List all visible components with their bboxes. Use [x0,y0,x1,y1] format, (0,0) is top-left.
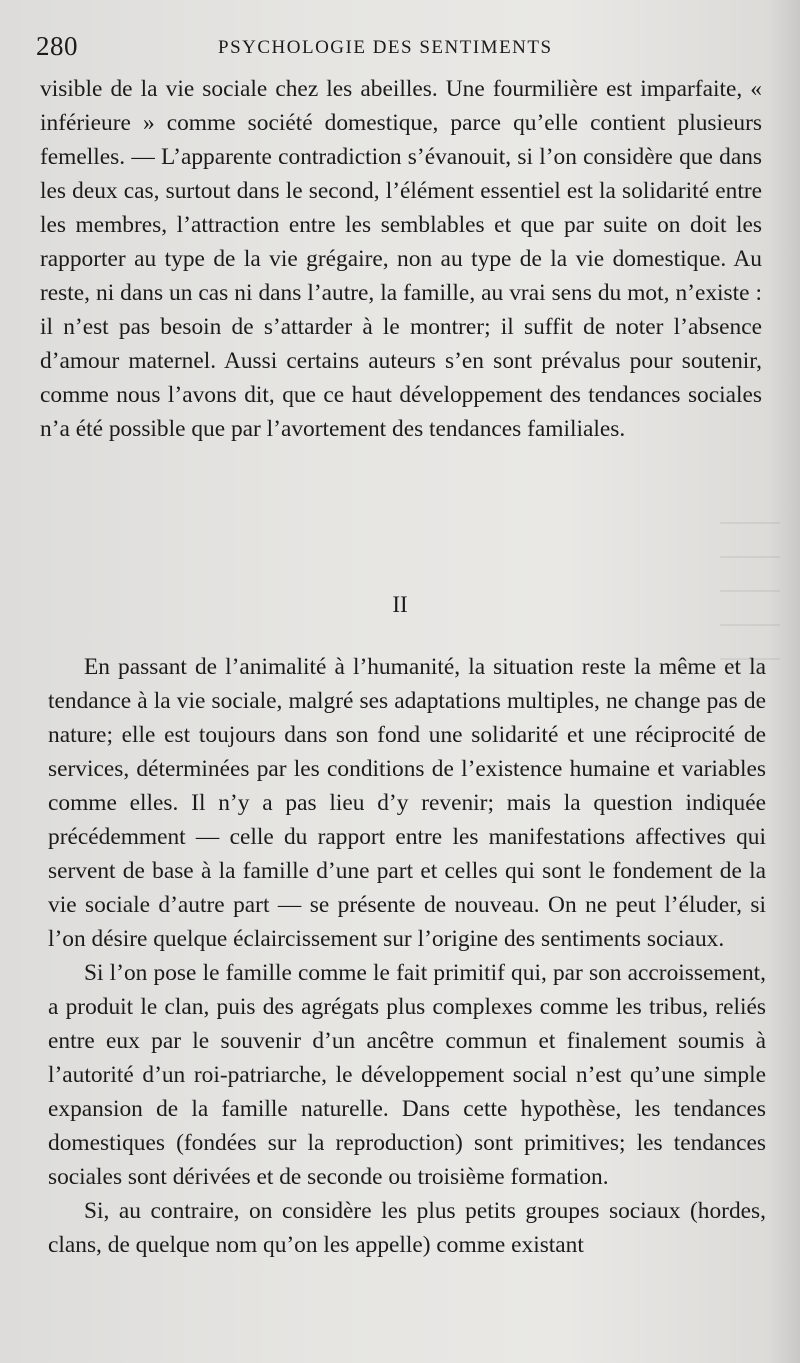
paragraph: Si l’on pose le famille comme le fait primitif qui, par son accroissement, a produit le clan, puis des agrégats plus complexes comme les tribus, reliés entre eux par le souvenir d’un ancêtre commun et finalement soumis à l’autorité d’un roi-patriarche, le développement social n’est qu’une simple expansion de la famille naturelle. Dans cette hypothèse, les tendances domestiques (fondées sur la reproduction) sont primitives; les tendances sociales sont dérivées et de seconde ou troisième formation. [48,960,766,1190]
paragraph: visible de la vie sociale chez les abeilles. Une fourmilière est imparfaite, « inférieure » comme société domestique, parce qu’elle contient plusieurs femelles. — L’apparente contradiction s’évanouit, si l’on considère que dans les deux cas, surtout dans le second, l’élément essentiel est la solidarité entre les membres, l’attraction entre les semblables et que par suite on doit les rapporter au type de la vie grégaire, non au type de la vie domestique. Au reste, ni dans un cas ni dans l’autre, la famille, au vrai sens du mot, n’existe : il n’est pas besoin de s’attarder à le montrer; il suffit de noter l’absence d’amour maternel. Aussi certains auteurs s’en sont prévalus pour soutenir, comme nous l’avons dit, que ce haut développement des tendances sociales n’a été possible que par l’avortement des tendances familiales. [40,76,762,442]
paragraph: Si, au contraire, on considère les plus petits groupes sociaux (hordes, clans, de quelque nom qu’on les appelle) comme existant [48,1198,766,1258]
section-1-text [40,72,762,446]
page-number: 280 [36,31,78,61]
show-through-text [720,500,780,660]
paragraph: En passant de l’animalité à l’humanité, la situation reste la même et la tendance à la vie sociale, malgré ses adaptations multiples, ne change pas de nature; elle est toujours dans son fond une solidarité et une réciprocité de services, déterminées par les conditions de l’existence humaine et variables comme elles. Il n’y a pas lieu d’y revenir; mais la question indiquée précédemment — celle du rapport entre les manifestations affectives qui servent de base à la famille d’une part et celles qui sont le fondement de la vie sociale d’autre part — se présente de nouveau. On ne peut l’éluder, si l’on désire quelque éclaircissement sur l’origine des sentiments sociaux. [48,654,766,952]
running-title: PSYCHOLOGIE DES SENTIMENTS [218,37,553,58]
section-2-text [48,650,766,1262]
section-heading: II [392,592,408,617]
page-header [36,31,771,65]
